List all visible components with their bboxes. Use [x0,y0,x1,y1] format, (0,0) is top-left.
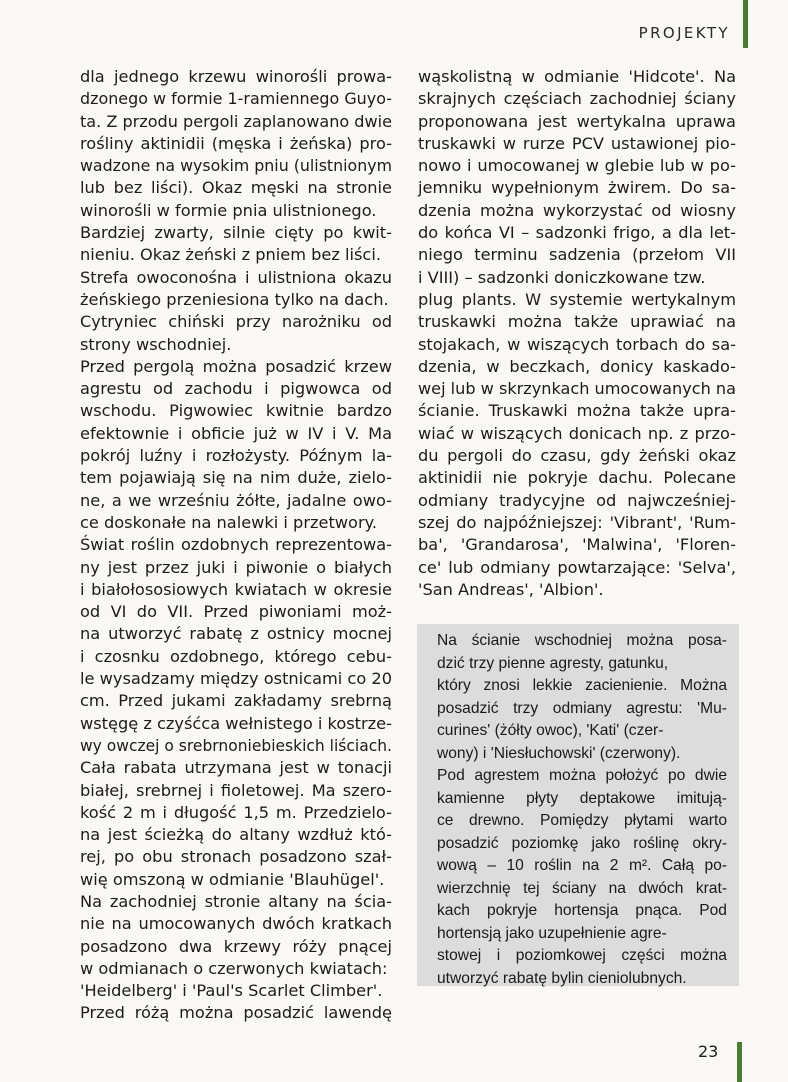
body-text-line: dzonego w formie 1-ramiennego Guyo- [80,89,392,109]
body-text-line: dzenia można wykorzystać od wiosny [418,200,737,220]
body-text-line: Świat roślin ozdobnych reprezentowa- [80,535,392,555]
body-text-line: wiać w wiszących donicach np. z przo- [418,423,736,443]
sidebar-text-line: ce drewno. Pomiędzy płytami warto [437,812,727,829]
body-text-line: agrestu od zachodu i pigwowca od [80,379,392,399]
body-text-line: Bardziej zwarty, silnie cięty po kwit- [80,223,392,243]
body-text-line: jemniku wypełnionym żwirem. Do sa- [418,178,736,198]
body-text-line: truskawki można także uprawiać na [418,312,737,332]
body-text-line: wy owczej o srebrnoniebieskich liściach. [80,735,392,755]
body-text-line: niego terminu sadzenia (przełom VII [418,245,737,265]
sidebar-text-line: wierzchnię tej ściany na dwóch krat- [437,879,728,897]
body-text-line: i VIII) – sadzonki doniczkowane tzw. [418,267,706,287]
body-text-line: strony wschodniej. [80,334,232,354]
sidebar-text-line: hortensją jako uzupełnienie agre- [437,924,667,942]
body-text-line: le wysadzamy między ostnicami co 20 [80,669,393,689]
body-text-line: dla jednego krzewu winorośli prowa- [80,67,392,86]
body-text-line: wschodu. Pigwowiec kwitnie bardzo [80,401,392,421]
sidebar-text-line: posadzić poziomkę jako roślinę okry- [437,834,728,852]
body-text-line: nie na umocowanych dwóch kratkach [80,914,392,934]
body-text-line: rośliny aktinidii (męska i żeńska) pro- [80,133,392,153]
sidebar-text-line: stowej i poziomkowej części można [437,947,727,964]
section-label: PROJEKTY [638,24,730,42]
body-text-line: na utworzyć rabatę z ostnicy mocnej [80,624,392,644]
body-text-line: ny jest przez juki i piwonie o białych [80,557,392,577]
body-text-line: aktinidii nie pokryje dachu. Polecane [418,468,736,488]
body-text-line: Strefa owoconośna i ulistniona okazu [80,267,392,287]
body-text-line: proponowana jest wertykalna uprawa [418,111,736,131]
sidebar-text [437,630,727,990]
body-text-line: wej lub w skrzynkach umocowanych na [418,379,736,399]
body-text-line: wstęgę z czyśćca wełnistego i kostrze- [80,713,392,733]
body-text-line: nowo i umocowanej w glebie lub w po- [418,156,736,176]
body-text-line: skrajnych częściach zachodniej ściany [418,89,736,109]
body-text-line: Na zachodniej stronie altany na ścia- [80,891,393,911]
body-text-line: du pergoli do czasu, gdy żeński okaz [418,446,736,466]
body-text-line: 'Heidelberg' i 'Paul's Scarlet Climber'. [80,981,383,1001]
body-text-line: do końca VI – sadzonki frigo, a dla let- [418,223,736,243]
body-text-line: tem pojawiają się na nim duże, zielo- [80,468,393,488]
body-text-line: pokrój luźny i rozłożysty. Późnym la- [80,446,392,466]
body-text-line: i białołososiowych kwiatach w okresie [80,579,392,599]
sidebar-text-line: wony) i 'Niesłuchowski' (czerwony). [437,744,681,762]
body-text-line: ce doskonałe na nalewki i przetwory. [80,512,378,532]
body-text-line: truskawki w rurze PCV ustawionej pio- [418,133,736,153]
body-text-line: Cała rabata utrzymana jest w tonacji [80,758,393,778]
body-text-line: odmiany tradycyjne od najwcześniej- [418,490,736,510]
body-text-line: ba', 'Grandarosa', 'Malwina', 'Floren- [418,535,736,555]
body-text-line: żeńskiego przeniesiona tylko na dach. [80,289,389,309]
body-text-line: efektownie i obficie już w IV i V. Ma [80,423,393,443]
body-text-line: białej, srebrnej i fioletowej. Ma szero- [80,780,392,800]
body-text-line: Przed różą można posadzić lawendę [80,1003,392,1023]
body-text-line: wadzone na wysokim pniu (ulistnionym [80,156,392,176]
body-text-line: szej do najpóźniejszej: 'Vibrant', 'Rum- [418,512,736,532]
body-text-line: i czosnku ozdobnego, którego cebu- [80,646,392,666]
page-number: 23 [698,1042,719,1061]
body-text-line: dzenia, w beczkach, donicy kaskado- [418,356,736,376]
sidebar-text-line: który znosi lekkie zacienienie. Można [437,677,727,694]
sidebar-text-line: utworzyć rabatę bylin cieniolubnych. [437,969,687,987]
sidebar-text-line: posadzić trzy odmiany agrestu: 'Mu- [437,699,727,717]
body-text-line: cm. Przed jukami zakładamy srebrną [80,691,392,711]
body-text-line: ścianie. Truskawki można także upra- [418,401,737,421]
sidebar-text-line: curines' (żółty owoc), 'Kati' (czer- [437,722,664,739]
body-text-line: plug plants. W systemie wertykalnym [418,289,737,309]
sidebar-text-line: dzić trzy pienne agresty, gatunku, [437,654,669,672]
header-accent-bar [743,0,748,48]
body-text-line: ne, a we wrześniu żółte, jadalne owo- [80,490,392,510]
body-text-line: lub bez liści). Okaz męski na stronie [80,178,392,198]
body-text-line: Cytryniec chiński przy narożniku od [80,312,393,332]
body-text-line: ce' lub odmiany powtarzające: 'Selva', [418,557,737,577]
body-text-line: nieniu. Okaz żeński z pniem bez liści. [80,245,381,265]
body-text-line: w odmianach o czerwonych kwiatach: [80,958,388,978]
body-text-line: 'San Andreas', 'Albion'. [418,579,604,599]
body-text-line: wię omszoną w odmianie 'Blauhügel'. [80,869,385,889]
body-text-line: winorośli w formie pnia ulistnionego. [80,200,377,220]
body-text-line: kość 2 m i długość 1,5 m. Przedzielo- [80,802,392,822]
body-text-line: Przed pergolą można posadzić krzew [80,356,392,376]
body-text-line: ta. Z przodu pergoli zaplanowano dwie [80,111,393,131]
sidebar-text-line: Pod agrestem można położyć po dwie [437,767,728,784]
left-text-column [80,66,392,1025]
body-text-line: wąskolistną w odmianie 'Hidcote'. Na [418,67,736,86]
sidebar-text-line: wową – 10 roślin na 2 m². Całą po- [437,857,727,874]
sidebar-text-line: kach pokryje hortensja pnąca. Pod [437,902,727,919]
body-text-line: stojakach, w wiszących torbach do sa- [418,334,736,354]
footer-accent-bar [737,1042,742,1082]
body-text-line: od VI do VII. Przed piwoniami moż- [80,602,393,622]
sidebar-text-line: Na ścianie wschodniej można posa- [437,632,728,649]
sidebar-text-line: kamienne płyty deptakowe imitują- [437,789,727,807]
body-text-line: posadzono dwa krzewy róży pnącej [80,936,392,956]
right-text-column [418,66,738,601]
body-text-line: rej, po obu stronach posadzono szał- [80,847,392,867]
body-text-line: na jest ścieżką do altany wzdłuż któ- [80,825,392,845]
